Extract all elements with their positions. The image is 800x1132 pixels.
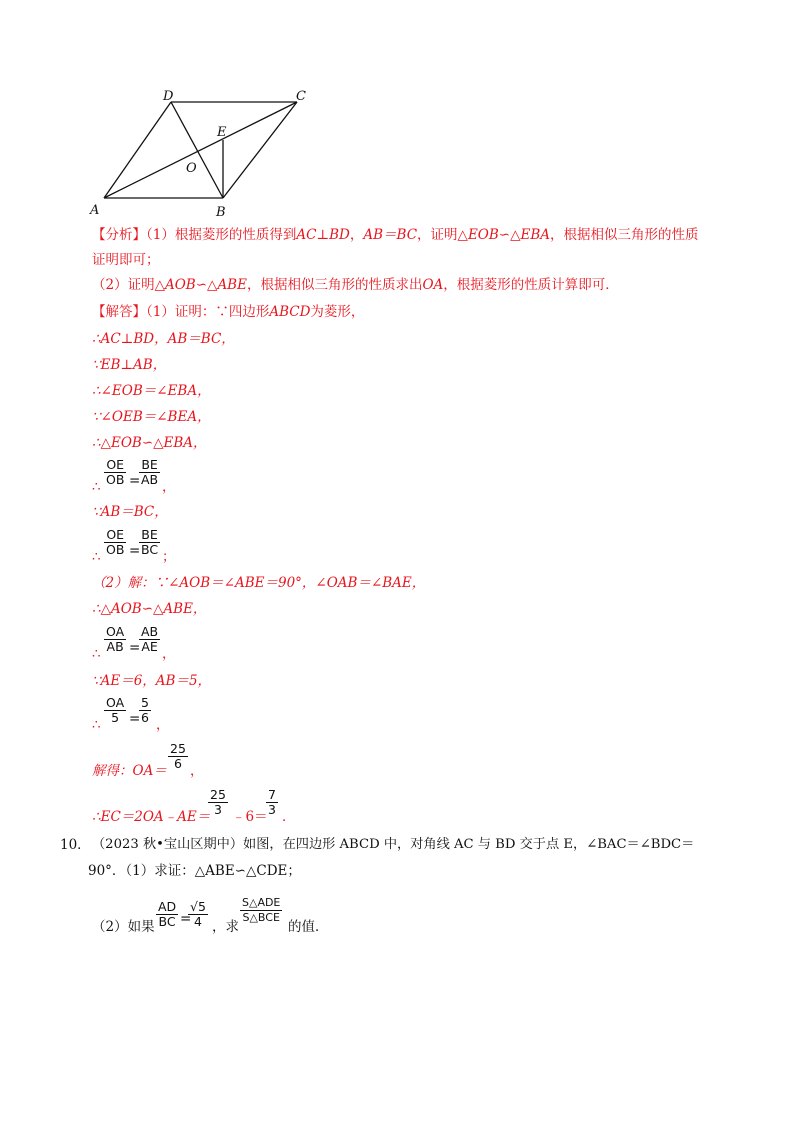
fraction-eq-2: = (129, 543, 141, 559)
label-b: B (216, 205, 226, 220)
fraction-7-3: $\frac{7}{3}$ (268, 787, 276, 817)
fraction-be-bc: $\frac{BE}{BC}$ (141, 527, 159, 557)
analysis-line-3: （2）证明△AOB∽△ABE，根据相似三角形的性质求出OA，根据菱形的性质计算即可． (92, 277, 619, 293)
fraction-ab-ae: $\frac{AB}{AE}$ (141, 624, 159, 654)
fraction-25-6: $\frac{25}{6}$ (170, 741, 186, 771)
fraction-tail-5: ， (190, 763, 204, 779)
fraction-tail-4: ， (156, 717, 170, 733)
solution-line-7: ∵AB＝BC， (92, 504, 168, 520)
fraction-eq-1: = (129, 473, 141, 489)
fraction-area-ratio: S△ADE S△BCE (242, 896, 281, 924)
problem-10-line-2: 90°．（1）求证：△ABE∽△CDE； (88, 863, 301, 879)
fraction-oe-ob-2: $\frac{OE}{OB}$ (106, 527, 125, 557)
label-a: A (90, 203, 100, 218)
label-o: O (186, 161, 197, 176)
solution-tag: 【解答】 (92, 304, 146, 320)
therefore-1: ∴ (92, 479, 101, 495)
problem-10-q2-prefix: （2）如果 (92, 919, 155, 935)
fraction-be-ab: $\frac{BE}{AB}$ (141, 457, 159, 487)
analysis-tag: 【分析】 (92, 227, 146, 243)
diagonal-ac (104, 102, 297, 198)
fraction-25-3: $\frac{25}{3}$ (210, 787, 226, 817)
solution-line-2: ∴AC⊥BD，AB＝BC， (92, 331, 235, 347)
solution-line-6: ∴△EOB∽△EBA， (92, 435, 207, 451)
fraction-tail-3: ， (162, 646, 176, 662)
solution-line-9: ∴△AOB∽△ABE， (92, 601, 207, 617)
fraction-eq-q2: = (180, 911, 192, 927)
analysis-line-1: 【分析】（1）根据菱形的性质得到AC⊥BD，AB＝BC，证明△EOB∽△EBA，根据相似三角形的性质 (92, 227, 699, 243)
fraction-eq-4: = (129, 711, 141, 727)
solution-line-12: ∴EC＝2OA﹣AE＝ (92, 809, 211, 825)
diagonal-bd (171, 102, 223, 198)
analysis-line-2: 证明即可； (92, 252, 160, 268)
fraction-tail-2: ； (162, 549, 176, 565)
label-c: C (296, 89, 306, 104)
problem-10-line-1: （2023 秋•宝山区期中）如图，在四边形 ABCD 中，对角线 AC 与 BD 交于点 E，∠BAC＝∠BDC＝ (92, 837, 695, 852)
solution-line-3: ∵EB⊥AB， (92, 357, 167, 373)
fraction-oe-ob: $\frac{OE}{OB}$ (106, 457, 125, 487)
fraction-sqrt5-4: $\frac{√5}{4}$ (190, 899, 206, 929)
fraction-tail-1: ， (162, 479, 176, 495)
fraction-ad-bc: $\frac{AD}{BC}$ (158, 899, 177, 929)
ec-middle: ﹣6＝ (232, 809, 268, 825)
fraction-oa-5: $\frac{OA}{5}$ (106, 695, 125, 725)
edge-bc (223, 102, 297, 198)
edge-da (104, 102, 171, 198)
solution-line-10: ∵AE＝6，AB＝5， (92, 673, 212, 689)
label-e: E (217, 125, 227, 140)
therefore-2: ∴ (92, 549, 101, 565)
fraction-eq-3: = (129, 640, 141, 656)
solution-line-1: 【解答】（1）证明：∵四边形ABCD为菱形， (92, 304, 365, 320)
problem-10-number: 10． (60, 837, 91, 853)
problem-10-q2-mid: ，求 (212, 919, 239, 935)
label-d: D (163, 89, 174, 104)
problem-10-q2-suffix: 的值． (288, 919, 329, 935)
rhombus-figure (88, 88, 318, 222)
fraction-tail-6: ． (282, 809, 296, 825)
solution-line-4: ∴∠EOB＝∠EBA， (92, 383, 211, 399)
solution-line-8: （2）解：∵∠AOB＝∠ABE＝90°，∠OAB＝∠BAE， (92, 575, 426, 591)
fraction-5-6: $\frac{5}{6}$ (141, 695, 149, 725)
therefore-3: ∴ (92, 646, 101, 662)
fraction-oa-ab: $\frac{OA}{AB}$ (106, 624, 125, 654)
solution-line-11: 解得：OA＝ (92, 763, 167, 779)
therefore-4: ∴ (92, 717, 101, 733)
solution-line-5: ∵∠OEB＝∠BEA， (92, 409, 211, 425)
